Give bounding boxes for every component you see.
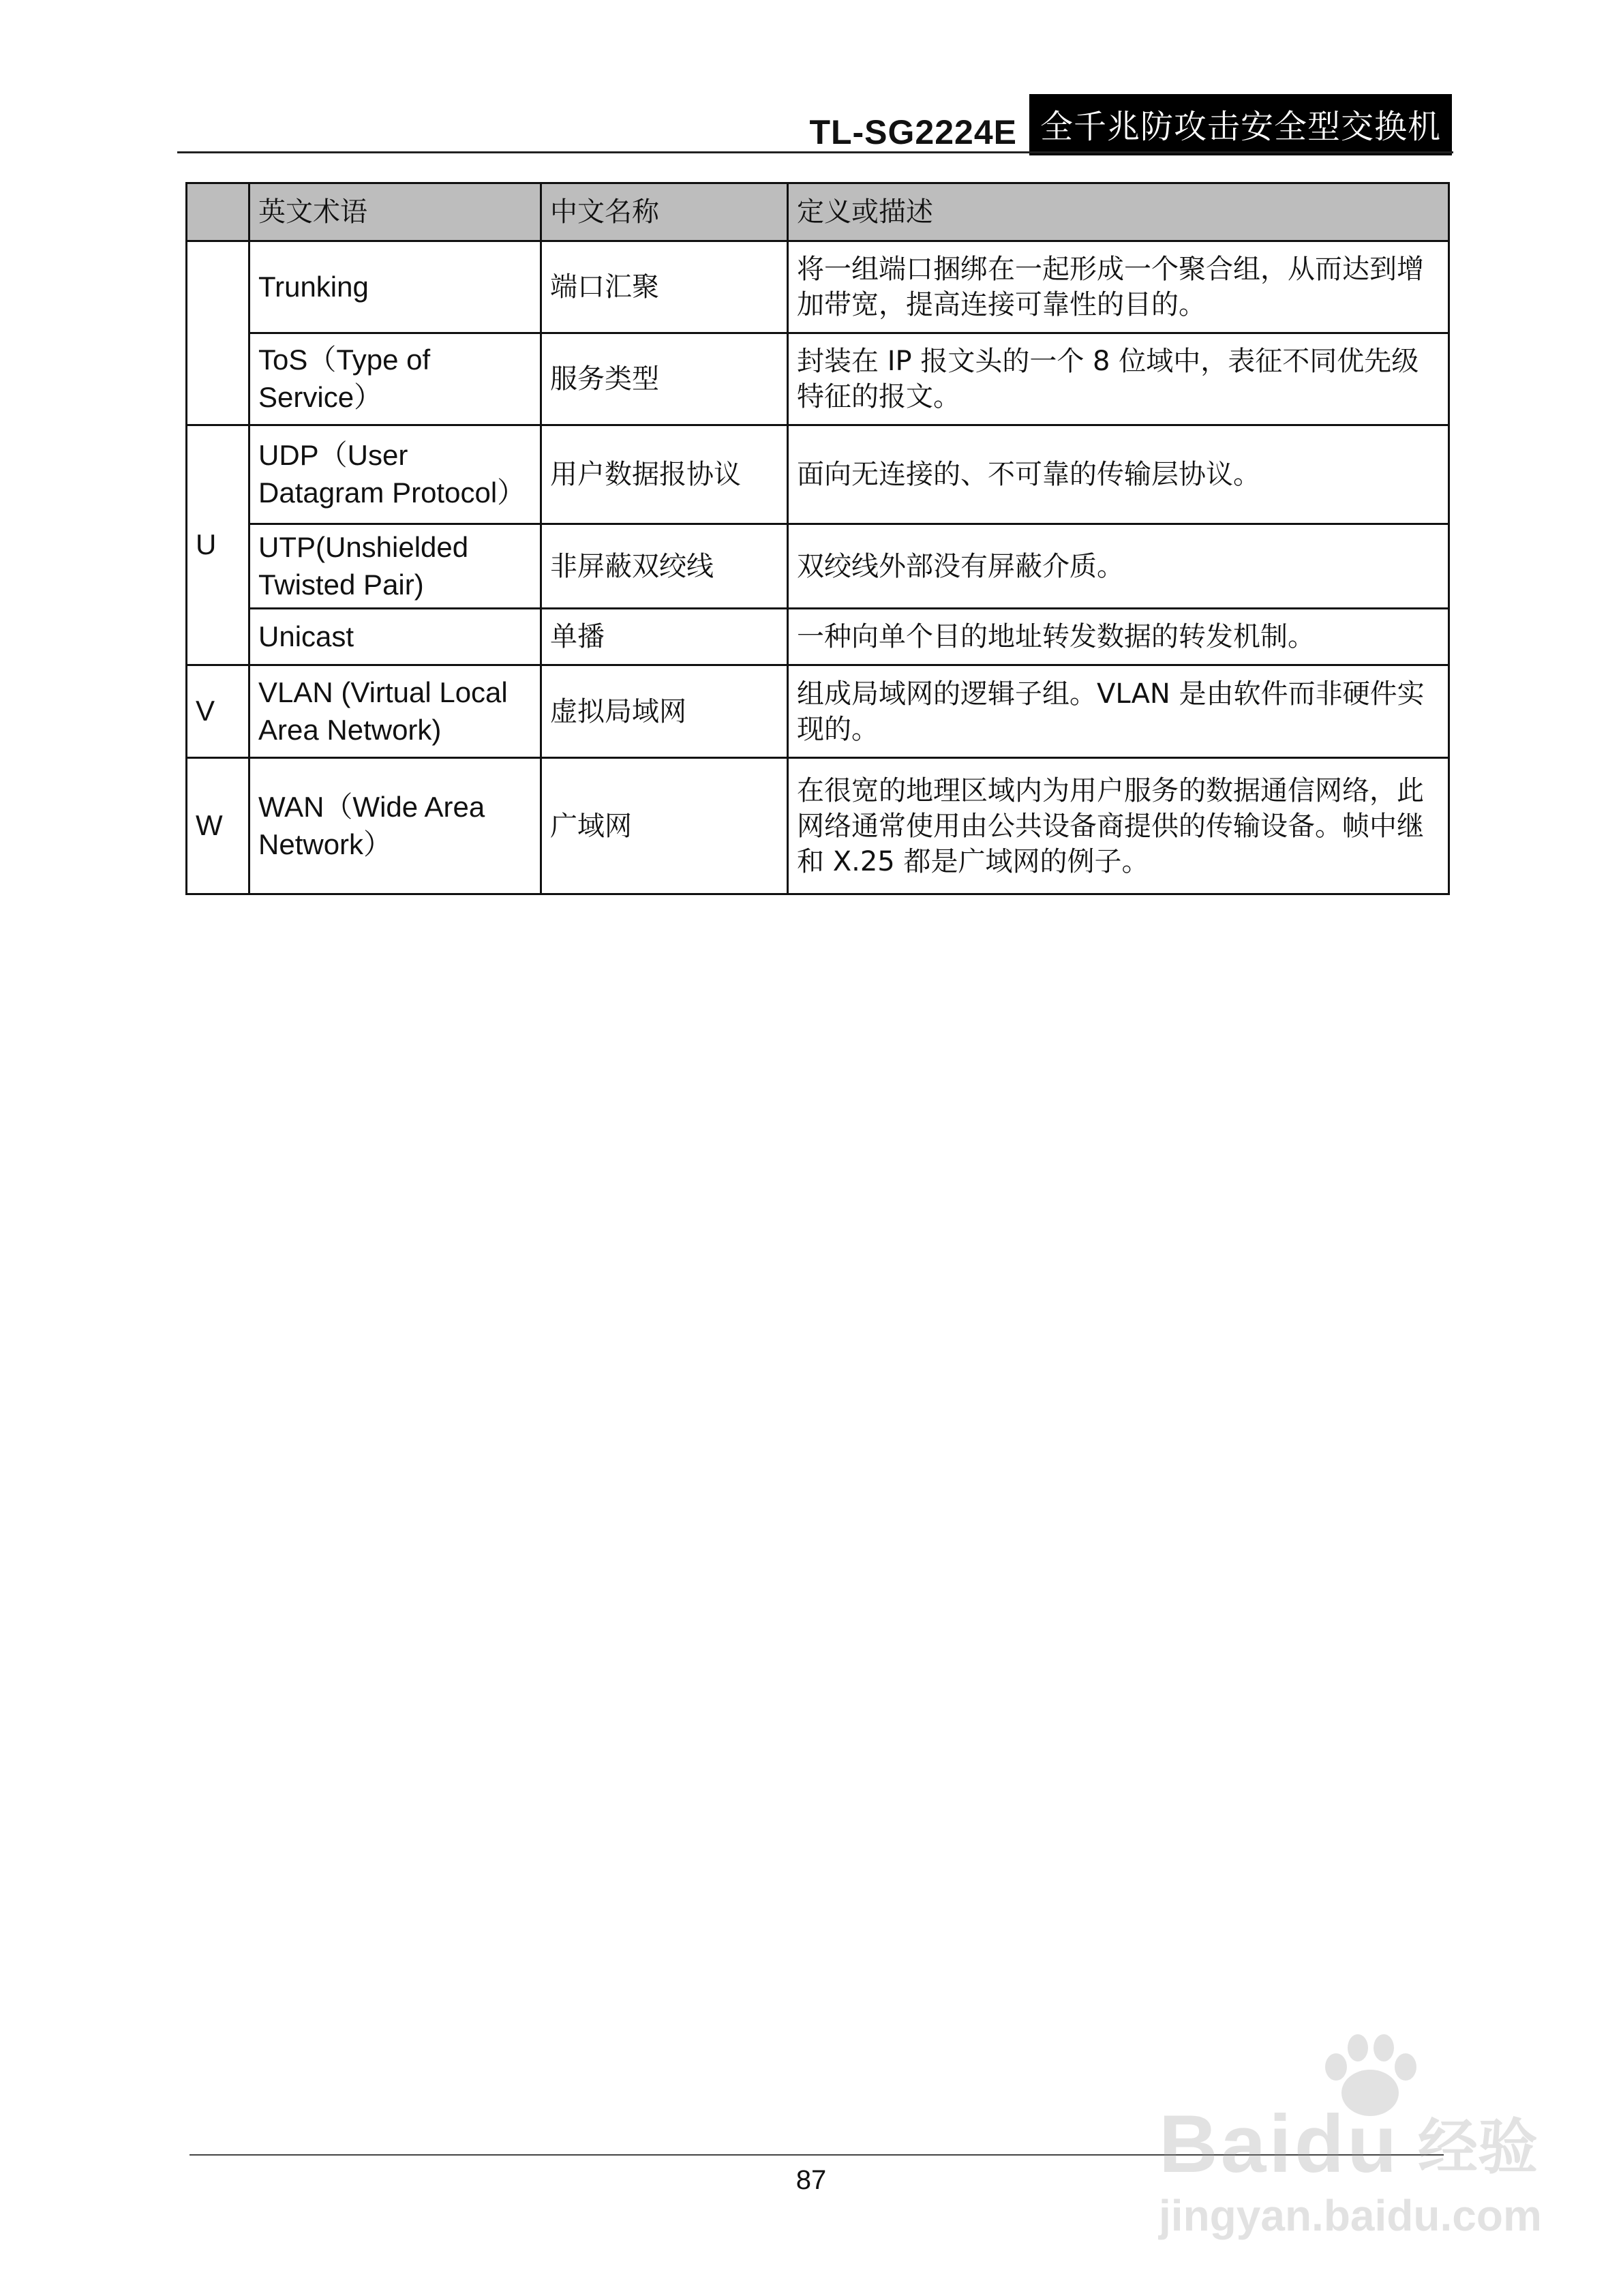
term-definition: 一种向单个目的地址转发数据的转发机制。 <box>788 609 1449 665</box>
term-chinese: 虚拟局域网 <box>541 665 788 758</box>
group-letter: W <box>187 758 249 894</box>
term-definition: 封装在 IP 报文头的一个 8 位域中，表征不同优先级特征的报文。 <box>788 333 1449 425</box>
table-row <box>187 425 1449 524</box>
watermark-brand: Baidu <box>1159 2098 1400 2190</box>
term-english: UTP(Unshielded Twisted Pair) <box>249 524 541 609</box>
term-definition: 面向无连接的、不可靠的传输层协议。 <box>788 425 1449 524</box>
term-definition: 组成局域网的逻辑子组。VLAN 是由软件而非硬件实现的。 <box>788 665 1449 758</box>
term-chinese: 广域网 <box>541 758 788 894</box>
term-english: UDP（User Datagram Protocol） <box>249 425 541 524</box>
term-english: WAN（Wide Area Network） <box>249 758 541 894</box>
group-letter: U <box>187 425 249 665</box>
header-product-title: 全千兆防攻击安全型交换机 <box>1029 94 1452 155</box>
term-chinese: 非屏蔽双绞线 <box>541 524 788 609</box>
term-chinese: 服务类型 <box>541 333 788 425</box>
column-header-chinese-name: 中文名称 <box>541 183 788 241</box>
watermark-url: jingyan.baidu.com <box>1159 2191 1542 2240</box>
term-english: Unicast <box>249 609 541 665</box>
column-header-english-term: 英文术语 <box>249 183 541 241</box>
term-english: ToS（Type of Service） <box>249 333 541 425</box>
term-chinese: 用户数据报协议 <box>541 425 788 524</box>
term-definition: 将一组端口捆绑在一起形成一个聚合组，从而达到增加带宽，提高连接可靠性的目的。 <box>788 241 1449 333</box>
group-letter: V <box>187 665 249 758</box>
table-row <box>187 609 1449 665</box>
table-row <box>187 333 1449 425</box>
watermark-label: 经验 <box>1418 2112 1538 2182</box>
table-row <box>187 758 1449 894</box>
term-english: Trunking <box>249 241 541 333</box>
term-chinese: 端口汇聚 <box>541 241 788 333</box>
column-header-definition: 定义或描述 <box>788 183 1449 241</box>
table-row <box>187 665 1449 758</box>
term-english: VLAN (Virtual Local Area Network) <box>249 665 541 758</box>
term-definition: 双绞线外部没有屏蔽介质。 <box>788 524 1449 609</box>
header-model: TL-SG2224E <box>809 113 1017 151</box>
table-row <box>187 241 1449 333</box>
term-chinese: 单播 <box>541 609 788 665</box>
baidu-jingyan-watermark <box>1118 2031 1541 2250</box>
column-header-letter <box>187 183 249 241</box>
table-header-row <box>187 183 1449 241</box>
group-letter <box>187 241 249 425</box>
table-row <box>187 524 1449 609</box>
term-definition: 在很宽的地理区域内为用户服务的数据通信网络，此网络通常使用由公共设备商提供的传输设备。帧中继和 X.25 都是广域网的例子。 <box>788 758 1449 894</box>
header-divider <box>177 151 1453 153</box>
glossary-table <box>185 182 1450 895</box>
page-number: 87 <box>795 2165 827 2195</box>
